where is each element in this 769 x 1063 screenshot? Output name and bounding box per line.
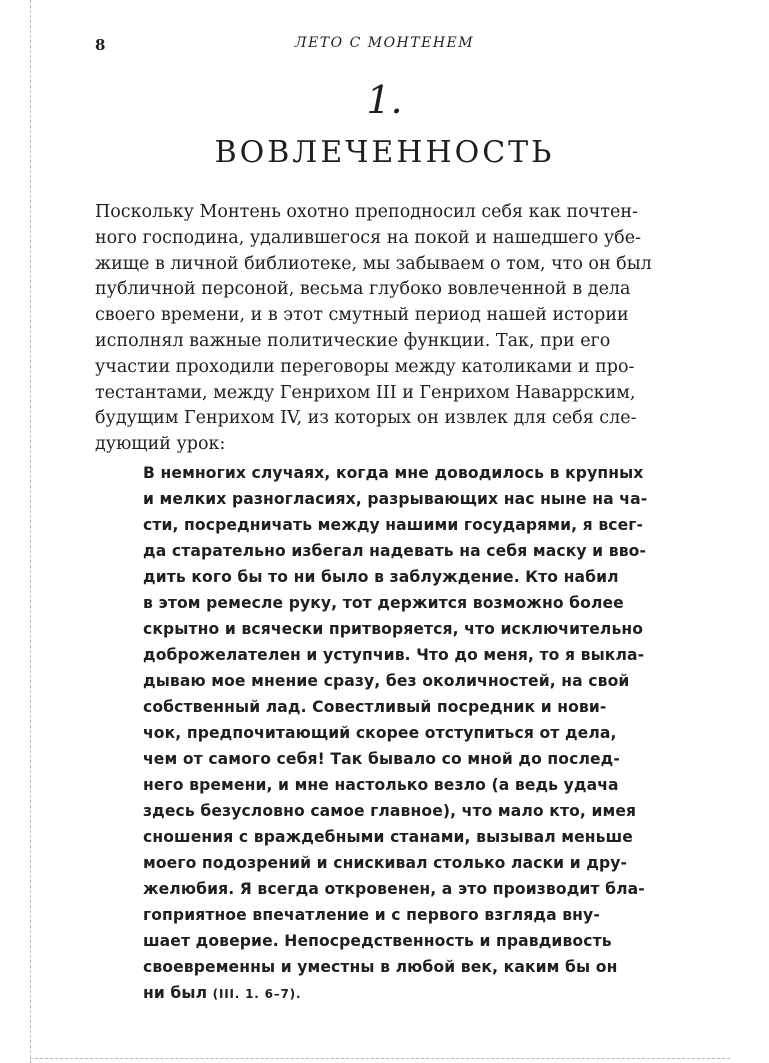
text-line: дующий урок: bbox=[95, 434, 226, 455]
quote-line: В немногих случаях, когда мне доводилось в крупных bbox=[143, 464, 644, 482]
quote-line: чем от самого себя! Так бывало со мной до послед- bbox=[143, 750, 620, 768]
quote-line: да старательно избегал надевать на себя маску и вво- bbox=[143, 542, 647, 560]
quote-line: моего подозрений и снискивал столько ласки и дру- bbox=[143, 854, 628, 872]
text-line: будущим Генрихом IV, из которых он извлек для себя сле- bbox=[95, 408, 637, 429]
intro-paragraph bbox=[95, 200, 680, 458]
text-line: публичной персоной, весьма глубоко вовлеченной в дела bbox=[95, 279, 631, 300]
text-line: своего времени, и в этот смутный период нашей истории bbox=[95, 305, 629, 326]
citation: (III. 1. 6–7). bbox=[212, 987, 302, 1001]
quote-line: дить кого бы то ни было в заблуждение. Кто набил bbox=[143, 568, 619, 586]
quote-line: и мелких разногласиях, разрывающих нас ныне на ча- bbox=[143, 490, 648, 508]
quote-last-text: ни был bbox=[143, 984, 208, 1002]
quote-line: сношения с враждебными станами, вызывал меньше bbox=[143, 828, 633, 846]
quote-line: чок, предпочитающий скорее отступиться от дела, bbox=[143, 724, 617, 742]
chapter-number: 1. bbox=[366, 78, 403, 122]
text-line: участии проходили переговоры между католиками и про- bbox=[95, 356, 635, 377]
quote-line: гоприятное впечатление и с первого взгляда вну- bbox=[143, 906, 600, 924]
crop-mark-bottom bbox=[30, 1058, 730, 1059]
quote-line: скрытно и всячески притворяется, что исключительно bbox=[143, 620, 644, 638]
text-line: исполнял важные политические функции. Так, при его bbox=[95, 330, 611, 351]
text-line: Поскольку Монтень охотно преподносил себя как почтен- bbox=[95, 202, 638, 222]
text-line: ного господина, удалившегося на покой и нашедшего убе- bbox=[95, 227, 641, 248]
quote-line: собственный лад. Совестливый посредник и нови- bbox=[143, 698, 607, 716]
quote-line: него времени, и мне настолько везло (а ведь удача bbox=[143, 776, 619, 794]
page-number: 8 bbox=[95, 36, 106, 54]
quote-line: своевременны и уместны в любой век, каким бы он bbox=[143, 958, 618, 976]
block-quote bbox=[143, 460, 683, 1007]
quote-line: здесь безусловно самое главное), что мало кто, имея bbox=[143, 802, 637, 820]
chapter-title: ВОВЛЕЧЕННОСТЬ bbox=[214, 135, 555, 170]
quote-line: желюбия. Я всегда откровенен, а это производит бла- bbox=[143, 880, 645, 898]
text-line: жище в личной библиотеке, мы забываем о том, что он был bbox=[95, 253, 652, 274]
quote-line: шает доверие. Непосредственность и правдивость bbox=[143, 932, 612, 950]
running-title: ЛЕТО С МОНТЕНЕМ bbox=[294, 35, 475, 51]
quote-line: сти, посредничать между нашими государями, я всег- bbox=[143, 516, 644, 534]
quote-line: дываю мое мнение сразу, без околичностей, на свой bbox=[143, 672, 630, 690]
quote-line: в этом ремесле руку, тот держится возможно более bbox=[143, 594, 624, 612]
quote-line: доброжелателен и уступчив. Что до меня, то я выкла- bbox=[143, 646, 645, 664]
text-line: тестантами, между Генрихом III и Генрихом Наваррским, bbox=[95, 382, 636, 403]
quote-last-line bbox=[143, 980, 683, 1007]
